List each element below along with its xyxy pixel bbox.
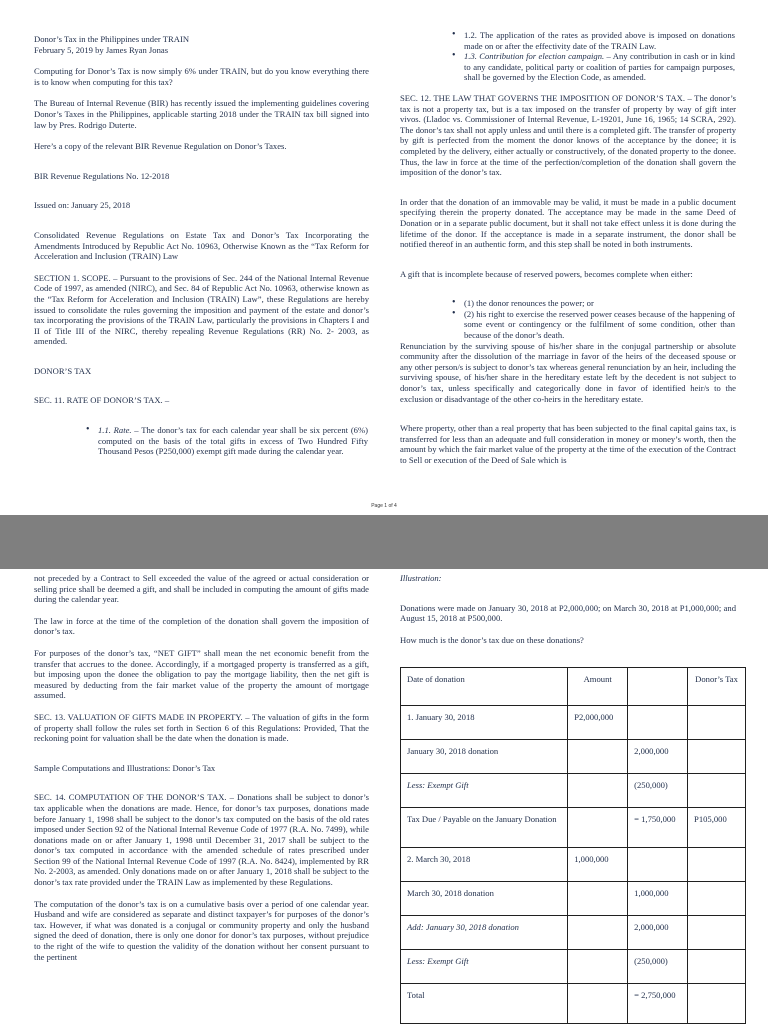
intro-paragraph: Computing for Donor’s Tax is now simply 6% under TRAIN, but do you know everything there is to know when computing for this tax? bbox=[34, 66, 369, 87]
header-donors-tax: Donor’s Tax bbox=[688, 668, 746, 706]
copy-line: Here’s a copy of the relevant BIR Revenue Regulation on Donor’s Taxes. bbox=[34, 141, 287, 152]
table-cell bbox=[628, 848, 688, 882]
sec11-heading: SEC. 11. RATE OF DONOR’S TAX. – bbox=[34, 395, 170, 406]
table-row bbox=[401, 916, 746, 950]
sample-computations-heading: Sample Computations and Illustrations: Donor’s Tax bbox=[34, 762, 216, 773]
table-cell: 2,000,000 bbox=[628, 740, 688, 774]
table-cell: Total bbox=[401, 984, 568, 1024]
rate-bullet-list bbox=[86, 425, 368, 457]
page2-right-column bbox=[400, 573, 736, 656]
page-number: Page 1 of 4 bbox=[371, 503, 397, 509]
net-gift-paragraph: For purposes of the donor’s tax, “NET GIFT” shall mean the net economic benefit from the transfer that accrues to the donee. Accordingly, if a mortgaged property is transferred as a gift, but imposing upon the donee the obligation to pay the mortgage liability, then the net gift is measured by deducting from the fair market value of the property the amount of mortgage assumed. bbox=[34, 647, 369, 701]
section1-paragraph: SECTION 1. SCOPE. – Pursuant to the provisions of Sec. 244 of the National Internal Revenue Code of 1997, as amended (NIRC), and Sec. 84 of Republic Act No. 10963, otherwise known as the “Tax Reform for Acceleration and Inclusion (TRAIN) Law”, these Regulations are hereby issued to consolidate the rules governing the imposition and payment of the estate and donor’s tax incorporating the provisions of the TRAIN Law, particularly the provisions in Chapters I and II of Title III of the NIRC, thereby repealing Revenue Regulations (RR) No. 2- 2003, as amended. bbox=[34, 272, 369, 347]
table-cell: Add: January 30, 2018 donation bbox=[401, 916, 568, 950]
table-row bbox=[401, 984, 746, 1024]
table-cell bbox=[688, 848, 746, 882]
table-row bbox=[401, 950, 746, 984]
page1-right-column bbox=[400, 30, 736, 477]
table-cell: Tax Due / Payable on the January Donation bbox=[401, 808, 568, 848]
table-cell bbox=[568, 984, 628, 1024]
renunciation-paragraph: Renunciation by the surviving spouse of his/her share in the conjugal partnership or absolute community after the dissolution of the marriage in favor of the heirs of the deceased spouse or any other person/s is subject to donor’s tax whereas general renunciation by an heir, including the surviving spouse, of his/her share in the hereditary estate left by the decedent is not subject to donor’s tax, unless specifically and categorically done in favor of identified heir/s to the exclusion or disadvantage of the other co-heirs in the hereditary estate. bbox=[400, 340, 736, 404]
table-cell: = 1,750,000 bbox=[628, 808, 688, 848]
continuation-paragraph: not preceded by a Contract to Sell exceeded the value of the agreed or actual consideration or selling price shall be deemed a gift, and shall be included in computing the amount of gifts made during the calendar year. bbox=[34, 573, 369, 605]
table-cell bbox=[628, 706, 688, 740]
table-cell: (250,000) bbox=[628, 774, 688, 808]
donations-paragraph: Donations were made on January 30, 2018 at P2,000,000; on March 30, 2018 at P1,000,000; and August 15, 2018 at P500,000. bbox=[400, 602, 736, 624]
table-cell bbox=[568, 740, 628, 774]
table-cell: = 2,750,000 bbox=[628, 984, 688, 1024]
header-blank bbox=[628, 668, 688, 706]
table-cell bbox=[688, 984, 746, 1024]
donors-tax-heading: DONOR’S TAX bbox=[34, 365, 92, 376]
table-cell bbox=[568, 916, 628, 950]
donors-tax-table bbox=[400, 667, 746, 1024]
table-cell bbox=[688, 882, 746, 916]
cumulative-paragraph: The computation of the donor’s tax is on a cumulative basis over a period of one calendar year. Husband and wife are considered as separate and distinct taxpayer’s for purposes of the donor’s tax. However, if what was donated is a conjugal or community property and only the husband signed the deed of donation, there is only one donor for donor’s tax purposes, without prejudice to the right of the wife to question the validity of the donation without her consent pursuant to the pertinent bbox=[34, 898, 369, 962]
page1-left-column bbox=[34, 34, 369, 457]
table-row bbox=[401, 774, 746, 808]
illustration-label: Illustration: bbox=[400, 573, 442, 583]
table-row bbox=[401, 740, 746, 774]
sec12-paragraph: SEC. 12. THE LAW THAT GOVERNS THE IMPOSITION OF DONOR’S TAX. – The donor’s tax is not a property tax, but is a tax imposed on the transfer of property by way of gift inter vivos. (Lladoc vs. Commissioner of Internal Revenue, L-19201, June 16, 1965; 14 SCRA, 292). The donor’s tax shall not apply unless and until there is a completed gift. The transfer of property by gift is perfected from the moment the donor knows of the acceptance by the donee; it is completed by the delivery, either actually or constructively, of the donated property to the donee. Thus, the law in force at the time of the perfection/completion of the donation shall govern the imposition of the donor’s tax. bbox=[400, 92, 736, 178]
table-cell: 2. March 30, 2018 bbox=[401, 848, 568, 882]
header-date: Date of donation bbox=[401, 668, 568, 706]
sec14-paragraph: SEC. 14. COMPUTATION OF THE DONOR’S TAX. – Donations shall be subject to donor’s tax applicable when the donations are made. Hence, for donor’s tax purposes, donations made before January 1, 1998 shall be subject to the donor’s tax computed on the basis of the old rates imposed under Section 92 of the National Internal Revenue Code of 1977 (R.A. No. 7499), while donations made on or after January 1, 1998 until December 31, 2017 shall be subject to the donor’s tax computed in accordance with the amended schedule of rates prescribed under Section 99 of the National Internal Revenue Code of 1997 (R.A. No. 8424), implemented by RR No. 2-2003, as amended. Only donations made on or after January 1, 2018 shall be subject to the donor’s tax rate provided under the TRAIN Law as implemented by these Regulations. bbox=[34, 792, 369, 888]
page2-left-column bbox=[34, 573, 369, 973]
table-cell: Less: Exempt Gift bbox=[401, 774, 568, 808]
table-cell bbox=[688, 740, 746, 774]
table-header-row bbox=[401, 668, 746, 706]
reserved-power-2: • (2) his right to exercise the reserved power ceases because of the happening of some event or contingency or the fulfilment of some condition, other than because of the donor’s death. bbox=[452, 309, 735, 341]
article-title: Donor’s Tax in the Philippines under TRAIN bbox=[34, 34, 190, 44]
regulation-title: BIR Revenue Regulations No. 12-2018 bbox=[34, 170, 170, 181]
bullet-1-2: • 1.2. The application of the rates as provided above is imposed on donations made on or after the effectivity date of the TRAIN Law. bbox=[452, 30, 735, 51]
table-cell: 1,000,000 bbox=[628, 882, 688, 916]
rate-bullet-label: 1.1. Rate. bbox=[98, 425, 132, 436]
table-cell: P2,000,000 bbox=[568, 706, 628, 740]
table-row bbox=[401, 808, 746, 848]
issued-date: Issued on: January 25, 2018 bbox=[34, 200, 131, 211]
law-in-force-paragraph: The law in force at the time of the completion of the donation shall govern the imposition of donor’s tax. bbox=[34, 615, 369, 637]
table-cell bbox=[568, 882, 628, 916]
table-row bbox=[401, 706, 746, 740]
table-cell: January 30, 2018 donation bbox=[401, 740, 568, 774]
article-byline: February 5, 2019 by James Ryan Jonas bbox=[34, 44, 169, 55]
table-cell bbox=[568, 950, 628, 984]
table-cell: 1,000,000 bbox=[568, 848, 628, 882]
reserved-powers-list bbox=[452, 298, 735, 340]
incomplete-gift-paragraph: A gift that is incomplete because of reserved powers, becomes complete when either: bbox=[400, 268, 693, 279]
table-row bbox=[401, 848, 746, 882]
table-cell: 2,000,000 bbox=[628, 916, 688, 950]
bir-paragraph: The Bureau of Internal Revenue (BIR) has recently issued the implementing guidelines covering Donor’s Taxes in the Philippines, applicable starting 2018 under the TRAIN tax bill signed into law by Pres. Rodrigo Duterte. bbox=[34, 98, 369, 130]
bullet-1-3-label: 1.3. Contribution for election campaign. bbox=[464, 51, 605, 62]
table-cell bbox=[688, 706, 746, 740]
table-cell bbox=[688, 950, 746, 984]
where-property-paragraph: Where property, other than a real property that has been subjected to the final capital gains tax, is transferred for less than an adequate and full consideration in money or money’s worth, then the amount by which the fair market value of the property at the time of the execution of the Contract to Sell or execution of the Deed of Sale which is bbox=[400, 423, 736, 465]
immovable-paragraph: In order that the donation of an immovable may be valid, it must be made in a public document specifying therein the property donated. The acceptance may be made in the same Deed of Donation or in a separate public document, but it shall not take effect unless it is done during the lifetime of the donor. If the acceptance is made in a separate instrument, the donor shall be notified thereof in an authentic form, and this step shall be noted in both instruments. bbox=[400, 196, 736, 250]
table-cell: Less: Exempt Gift bbox=[401, 950, 568, 984]
table-cell bbox=[688, 916, 746, 950]
consolidated-paragraph: Consolidated Revenue Regulations on Estate Tax and Donor’s Tax Incorporating the Amendments Introduced by Republic Act No. 10963, Otherwise Known as the “Tax Reform for Acceleration and Inclusion (TRAIN) Law bbox=[34, 229, 369, 262]
table-cell bbox=[568, 774, 628, 808]
table-cell bbox=[568, 808, 628, 848]
bullet-1-3-text: – Any contribution in cash or in kind to any candidate, political party or coalition of parties for campaign purposes, shall be governed by the Election Code, as amended. bbox=[464, 51, 735, 83]
sec13-paragraph: SEC. 13. VALUATION OF GIFTS MADE IN PROPERTY. – The valuation of gifts in the form of property shall follow the rules set forth in Section 6 of this Regulations: Provided, That the reckoning point for valuation shall be the date when the donation is made. bbox=[34, 711, 369, 744]
table-row bbox=[401, 882, 746, 916]
table-cell: P105,000 bbox=[688, 808, 746, 848]
header-amount: Amount bbox=[568, 668, 628, 706]
table-cell: 1. January 30, 2018 bbox=[401, 706, 568, 740]
table-cell: (250,000) bbox=[628, 950, 688, 984]
document-page-2 bbox=[0, 569, 768, 1024]
bullets-1-2-1-3 bbox=[452, 30, 735, 83]
table-cell: March 30, 2018 donation bbox=[401, 882, 568, 916]
reserved-power-1: • (1) the donor renounces the power; or bbox=[452, 298, 735, 309]
rate-bullet bbox=[86, 425, 368, 457]
rate-bullet-text: – The donor’s tax for each calendar year shall be six percent (6%) computed on the basis of the total gifts in excess of Two Hundred Fifty Thousand Pesos (P250,000) exempt gift made during the calendar year. bbox=[98, 425, 368, 457]
bullet-1-3 bbox=[452, 51, 735, 83]
question-paragraph: How much is the donor’s tax due on these donations? bbox=[400, 634, 584, 645]
table-cell bbox=[688, 774, 746, 808]
